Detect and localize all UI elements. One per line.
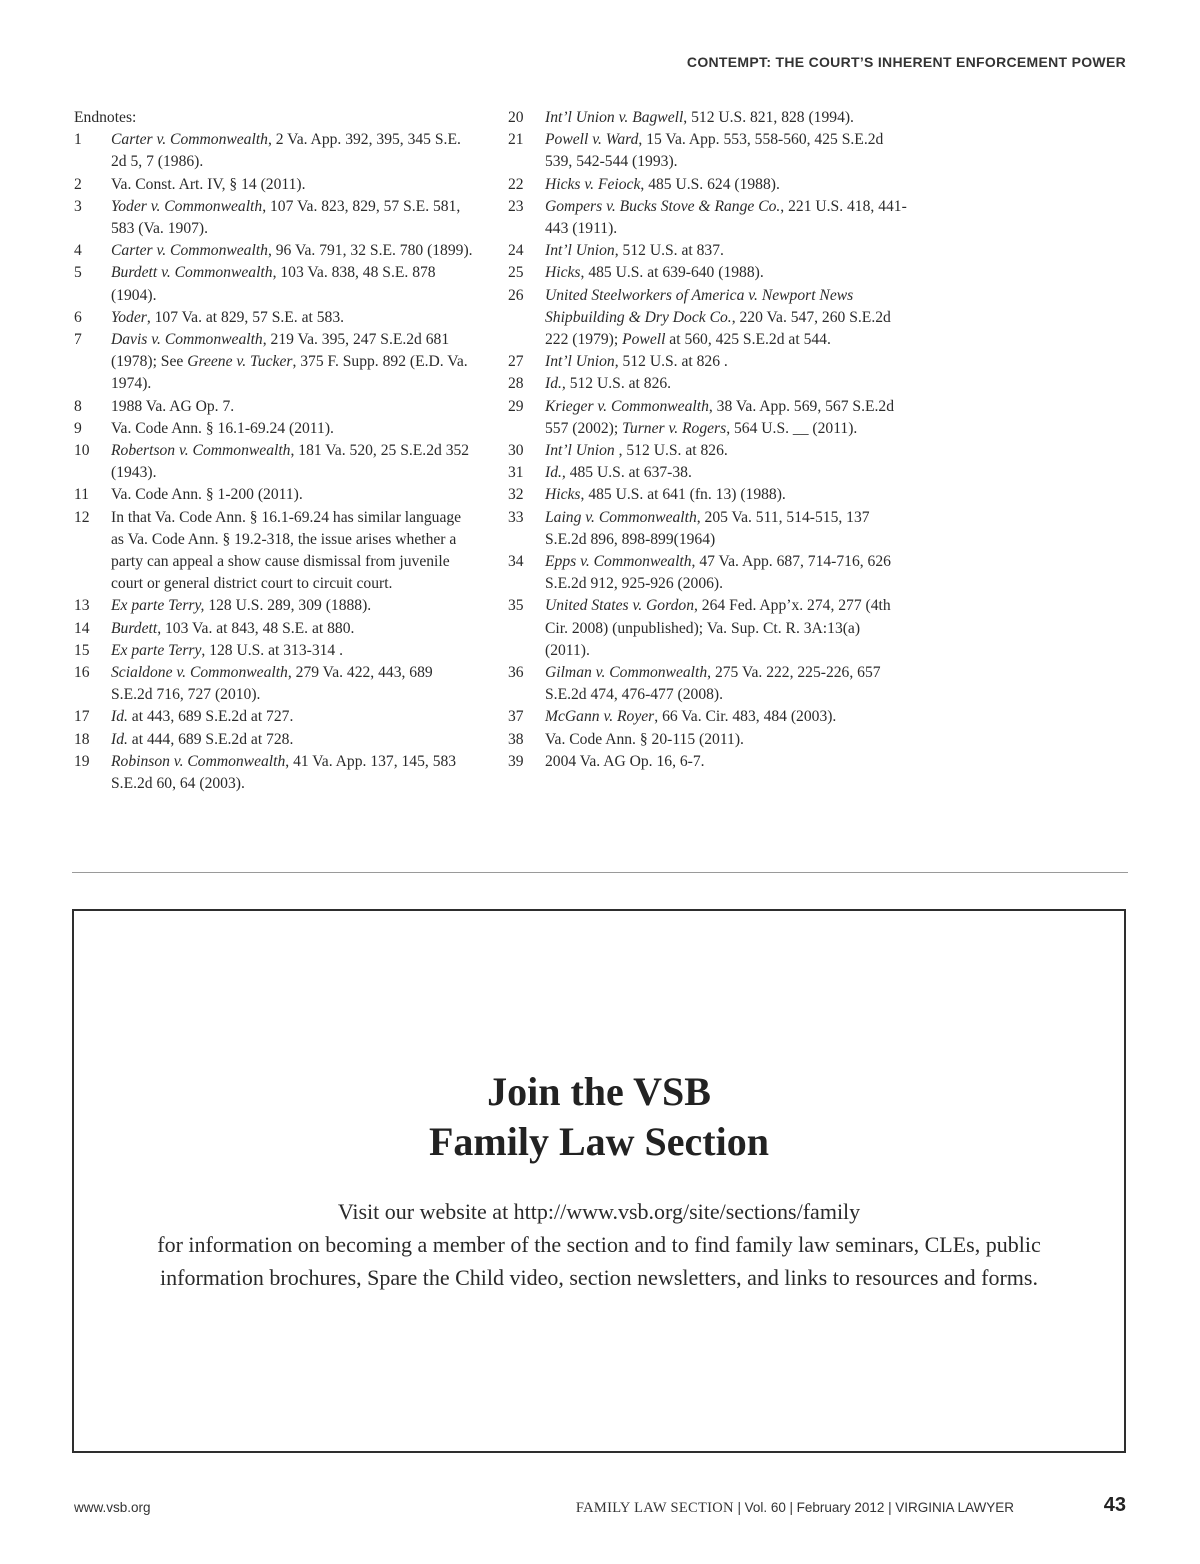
endnote-text (111, 662, 474, 706)
footer-date: February 2012 (796, 1500, 885, 1515)
case-name: Scialdone v. Commonwealth (111, 664, 288, 682)
endnote-item (508, 351, 908, 373)
case-name: Ex parte Terry, (111, 597, 205, 615)
footer-separator: | (789, 1500, 794, 1515)
case-name: Yoder (111, 308, 147, 326)
endnote-item (508, 751, 908, 773)
citation-text: , 205 Va. 511, 514-515, 137 S.E.2d 896, 898-899(1964) (545, 508, 870, 548)
citation-text: , 512 U.S. at 837. (614, 242, 724, 260)
endnote-text (111, 329, 474, 396)
citation-text: , 512 U.S. at 826. (614, 442, 728, 460)
endnote-item (508, 462, 908, 484)
endnote-number: 19 (74, 752, 90, 770)
endnote-text (111, 307, 474, 329)
citation-text: , 512 U.S. 821, 828 (1994). (683, 109, 854, 126)
endnote-item (74, 662, 474, 706)
case-name: Burdett (111, 619, 158, 637)
endnote-number: 36 (508, 664, 524, 682)
endnotes-column-right (508, 107, 908, 773)
citation-text: , 485 U.S. at 641 (fn. 13) (1988). (580, 486, 786, 504)
footer-section: FAMILY LAW SECTION (575, 1500, 734, 1516)
endnote-text (545, 396, 908, 440)
citation-text: , 279 Va. 422, 443, 689 S.E.2d 716, 727 (2010). (111, 664, 433, 704)
endnotes-heading: Endnotes: (74, 109, 137, 126)
case-name: Id., (545, 375, 566, 393)
endnote-text (545, 484, 908, 506)
endnote-text (545, 373, 908, 395)
citation-text: , 221 U.S. 418, 441-443 (1911). (545, 197, 907, 238)
endnote-text (111, 729, 474, 751)
endnote-item (508, 107, 908, 129)
case-name: Id. (111, 730, 128, 748)
endnote-item (74, 396, 474, 418)
case-name: Int’l Union (545, 242, 615, 260)
running-head: CONTEMPT: THE COURT’S INHERENT ENFORCEMENT POWER (686, 54, 1126, 70)
endnote-number: 17 (74, 708, 90, 726)
case-name: Hicks (545, 486, 581, 504)
citation-text: , 485 U.S. at 639-640 (1988). (580, 264, 764, 282)
citation-text: 2004 Va. AG Op. 16, 6-7. (545, 752, 705, 770)
footer-separator: | (737, 1500, 741, 1515)
endnote-text (545, 462, 908, 484)
case-name: Hicks (545, 264, 581, 282)
endnote-number: 7 (74, 331, 82, 349)
endnote-number: 4 (74, 242, 82, 260)
endnote-text (111, 640, 474, 662)
endnote-item (74, 329, 474, 396)
endnote-text (545, 507, 908, 551)
endnote-number: 15 (74, 641, 90, 659)
endnote-number: 26 (508, 286, 524, 304)
endnote-item (74, 196, 474, 240)
case-name: Turner v. Rogers (622, 419, 727, 437)
endnote-item (74, 618, 474, 640)
citation-text: , 2 Va. App. 392, 395, 345 S.E. 2d 5, 7 (1986). (111, 131, 461, 171)
promo-title (74, 1067, 1124, 1167)
case-name: Int’l Union (545, 353, 615, 371)
endnote-number: 14 (74, 619, 90, 637)
endnote-number: 24 (508, 242, 524, 260)
endnote-number: 20 (508, 109, 524, 126)
citation-text: , 38 Va. App. 569, 567 S.E.2d 557 (2002); (545, 397, 894, 437)
case-name: Id. (111, 708, 128, 726)
citation-text: , 66 Va. Cir. 483, 484 (2003). (654, 708, 837, 726)
endnote-text (111, 507, 474, 596)
footer-magazine: VIRGINIA LAWYER (895, 1500, 1014, 1515)
endnote-text (111, 595, 474, 617)
footer-publication (576, 1500, 1014, 1517)
footer-volume: Vol. 60 (744, 1500, 786, 1515)
endnote-text (111, 418, 474, 440)
endnote-item (508, 129, 908, 173)
endnote-number: 1 (74, 131, 82, 149)
case-name: Int’l Union (545, 442, 615, 460)
case-name: Burdett v. Commonwealth (111, 264, 273, 282)
citation-text: , 96 Va. 791, 32 S.E. 780 (1899). (267, 242, 473, 260)
endnote-text (111, 706, 474, 728)
endnote-text (545, 174, 908, 196)
endnote-item (508, 240, 908, 262)
endnote-number: 18 (74, 730, 90, 748)
case-name: Ex parte Terry (111, 641, 202, 659)
citation-text: , 220 Va. 547, 260 S.E.2d 222 (1979); (545, 308, 891, 349)
endnote-item (508, 662, 908, 706)
case-name: Yoder v. Commonwealth (111, 197, 263, 215)
endnotes-list-right (508, 107, 908, 773)
endnote-number: 21 (508, 131, 524, 149)
section-divider (72, 872, 1128, 873)
promo-title-line1: Join the VSB (487, 1069, 711, 1114)
case-name: Robinson v. Commonwealth (111, 752, 286, 770)
endnote-number: 25 (508, 264, 524, 282)
endnote-number: 39 (508, 752, 524, 770)
endnote-text (545, 129, 908, 173)
case-name: Greene v. Tucker (187, 353, 293, 371)
citation-text: , 375 F. Supp. 892 (E.D. Va. 1974). (111, 353, 468, 393)
case-name: Gilman v. Commonwealth (545, 664, 708, 682)
citation-text: Va. Const. Art. IV, § 14 (2011). (111, 175, 306, 193)
case-name: United Steelworkers of America v. Newport News Shipbuilding & Dry Dock Co. (545, 286, 854, 326)
promo-box (72, 909, 1126, 1453)
endnote-number: 38 (508, 730, 524, 748)
case-name: Int’l Union v. Bagwell (545, 109, 684, 126)
case-name: United States v. Gordon (545, 597, 694, 615)
endnote-item (508, 196, 908, 240)
endnote-number: 33 (508, 508, 524, 526)
case-name: Krieger v. Commonwealth (545, 397, 709, 415)
endnote-item (508, 174, 908, 196)
citation-text: 485 U.S. at 637-38. (565, 464, 692, 482)
citation-text: , 485 U.S. 624 (1988). (640, 175, 780, 193)
citation-text: 1988 Va. AG Op. 7. (111, 397, 235, 415)
endnote-number: 27 (508, 353, 524, 371)
endnote-number: 3 (74, 197, 82, 215)
endnote-number: 6 (74, 308, 82, 326)
endnote-number: 34 (508, 553, 524, 571)
citation-text: , 107 Va. 823, 829, 57 S.E. 581, 583 (Va. 1907). (111, 197, 461, 238)
endnote-number: 23 (508, 197, 524, 215)
citation-text: , 219 Va. 395, 247 S.E.2d 681 (1978); See (111, 331, 450, 371)
endnote-number: 35 (508, 597, 524, 615)
endnote-text (545, 595, 908, 662)
endnote-number: 12 (74, 508, 90, 526)
endnote-item (508, 373, 908, 395)
citation-text: at 443, 689 S.E.2d at 727. (127, 708, 294, 726)
endnote-text (545, 729, 908, 751)
citation-text: , 512 U.S. at 826 . (614, 353, 728, 371)
endnote-number: 8 (74, 397, 82, 415)
endnote-number: 32 (508, 486, 524, 504)
endnote-item (508, 262, 908, 284)
endnotes-column-left (74, 107, 474, 795)
citation-text: , 107 Va. at 829, 57 S.E. at 583. (146, 308, 345, 326)
endnote-item (74, 595, 474, 617)
citation-text: , 15 Va. App. 553, 558-560, 425 S.E.2d 539, 542-544 (1993). (545, 131, 884, 171)
endnote-item (74, 174, 474, 196)
endnote-number: 2 (74, 175, 82, 193)
endnote-item (508, 706, 908, 728)
case-name: Robertson v. Commonwealth (111, 442, 291, 460)
endnote-text (111, 618, 474, 640)
endnote-item (74, 440, 474, 484)
citation-text: In that Va. Code Ann. § 16.1-69.24 has similar language as Va. Code Ann. § 19.2-318, the issue arises whether a party can appeal a show cause dismissal from juvenile court or general district court to circuit court. (111, 508, 462, 593)
case-name: Hicks v. Feiock (545, 175, 641, 193)
citation-text: at 444, 689 S.E.2d at 728. (127, 730, 294, 748)
endnote-text (111, 240, 474, 262)
promo-title-line2: Family Law Section (429, 1119, 769, 1164)
citation-text: , 275 Va. 222, 225-226, 657 S.E.2d 474, 476-477 (2008). (545, 664, 881, 704)
endnote-item (74, 418, 474, 440)
page-number: 43 (1103, 1494, 1126, 1516)
case-name: Laing v. Commonwealth (545, 508, 697, 526)
endnote-item (74, 640, 474, 662)
endnote-number: 11 (74, 486, 90, 504)
endnote-text (545, 751, 908, 773)
endnote-item (74, 507, 474, 596)
endnote-item (74, 729, 474, 751)
citation-text: 512 U.S. at 826. (565, 375, 672, 393)
endnote-number: 22 (508, 175, 524, 193)
endnote-number: 5 (74, 264, 82, 282)
endnote-text (111, 751, 474, 795)
promo-body (74, 1195, 1124, 1294)
case-name: Davis v. Commonwealth (111, 331, 263, 349)
endnote-item (508, 285, 908, 352)
endnote-text (111, 262, 474, 306)
endnote-item (74, 751, 474, 795)
citation-text: , 128 U.S. at 313-314 . (201, 641, 344, 659)
citation-text: Va. Code Ann. § 1-200 (2011). (111, 486, 303, 504)
endnote-text (111, 129, 474, 173)
endnote-text (545, 107, 908, 129)
case-name: Carter v. Commonwealth (111, 242, 268, 260)
citation-text: , 564 U.S. __ (2011). (726, 419, 858, 437)
case-name: Id., (545, 464, 566, 482)
citation-text: , 47 Va. App. 687, 714-716, 626 S.E.2d 912, 925-926 (2006). (545, 553, 891, 593)
endnote-text (111, 196, 474, 240)
case-name: Carter v. Commonwealth (111, 131, 268, 149)
citation-text: 128 U.S. 289, 309 (1888). (204, 597, 372, 615)
endnote-item (74, 129, 474, 173)
promo-info-line2: information brochures, Spare the Child video, section newsletters, and links to resources and forms. (160, 1265, 1038, 1290)
endnote-number: 9 (74, 419, 82, 437)
endnote-item (508, 484, 908, 506)
endnote-text (545, 285, 908, 352)
endnotes-list-left (74, 129, 474, 795)
endnote-item (508, 551, 908, 595)
endnote-item (74, 706, 474, 728)
endnote-item (74, 262, 474, 306)
endnote-item (508, 396, 908, 440)
promo-info-line1: for information on becoming a member of the section and to find family law seminars, CLEs, public (157, 1232, 1041, 1257)
endnote-number: 16 (74, 664, 90, 682)
endnote-text (111, 440, 474, 484)
endnote-number: 10 (74, 442, 90, 460)
case-name: Gompers v. Bucks Stove & Range Co. (545, 197, 781, 215)
citation-text: , 41 Va. App. 137, 145, 583 S.E.2d 60, 64 (2003). (111, 752, 457, 793)
endnote-item (74, 307, 474, 329)
endnote-text (111, 174, 474, 196)
endnote-item (74, 484, 474, 506)
endnote-number: 29 (508, 397, 524, 415)
endnote-item (508, 595, 908, 662)
endnote-text (545, 196, 908, 240)
citation-text: at 560, 425 S.E.2d at 544. (665, 331, 831, 349)
endnote-number: 13 (74, 597, 90, 615)
endnote-text (545, 440, 908, 462)
endnote-number: 30 (508, 442, 524, 460)
case-name: Powell (622, 331, 666, 349)
endnote-text (545, 706, 908, 728)
citation-text: Va. Code Ann. § 20-115 (2011). (545, 730, 744, 748)
endnote-text (545, 551, 908, 595)
endnote-item (508, 507, 908, 551)
endnote-text (111, 396, 474, 418)
endnote-item (508, 729, 908, 751)
citation-text: , 264 Fed. App’x. 274, 277 (4th Cir. 2008) (unpublished); Va. Sup. Ct. R. 3A:13(a) (2011). (545, 597, 891, 659)
citation-text: , 103 Va. at 843, 48 S.E. at 880. (157, 619, 355, 637)
citation-text: Va. Code Ann. § 16.1-69.24 (2011). (111, 419, 334, 437)
citation-text: , 103 Va. 838, 48 S.E. 878 (1904). (111, 264, 436, 304)
citation-text: , 181 Va. 520, 25 S.E.2d 352 (1943). (111, 442, 470, 482)
endnote-number: 31 (508, 464, 524, 482)
case-name: Powell v. Ward (545, 131, 639, 149)
case-name: Epps v. Commonwealth (545, 553, 692, 571)
endnote-item (508, 440, 908, 462)
endnote-text (545, 662, 908, 706)
endnote-text (545, 240, 908, 262)
promo-website-line: Visit our website at http://www.vsb.org/site/sections/family (337, 1199, 861, 1224)
endnote-item (74, 240, 474, 262)
footer-separator: | (888, 1500, 892, 1515)
endnote-text (545, 351, 908, 373)
case-name: McGann v. Royer (545, 708, 655, 726)
endnote-text (111, 484, 474, 506)
endnote-text (545, 262, 908, 284)
endnote-number: 28 (508, 375, 524, 393)
endnote-number: 37 (508, 708, 524, 726)
footer-website: www.vsb.org (74, 1500, 151, 1515)
